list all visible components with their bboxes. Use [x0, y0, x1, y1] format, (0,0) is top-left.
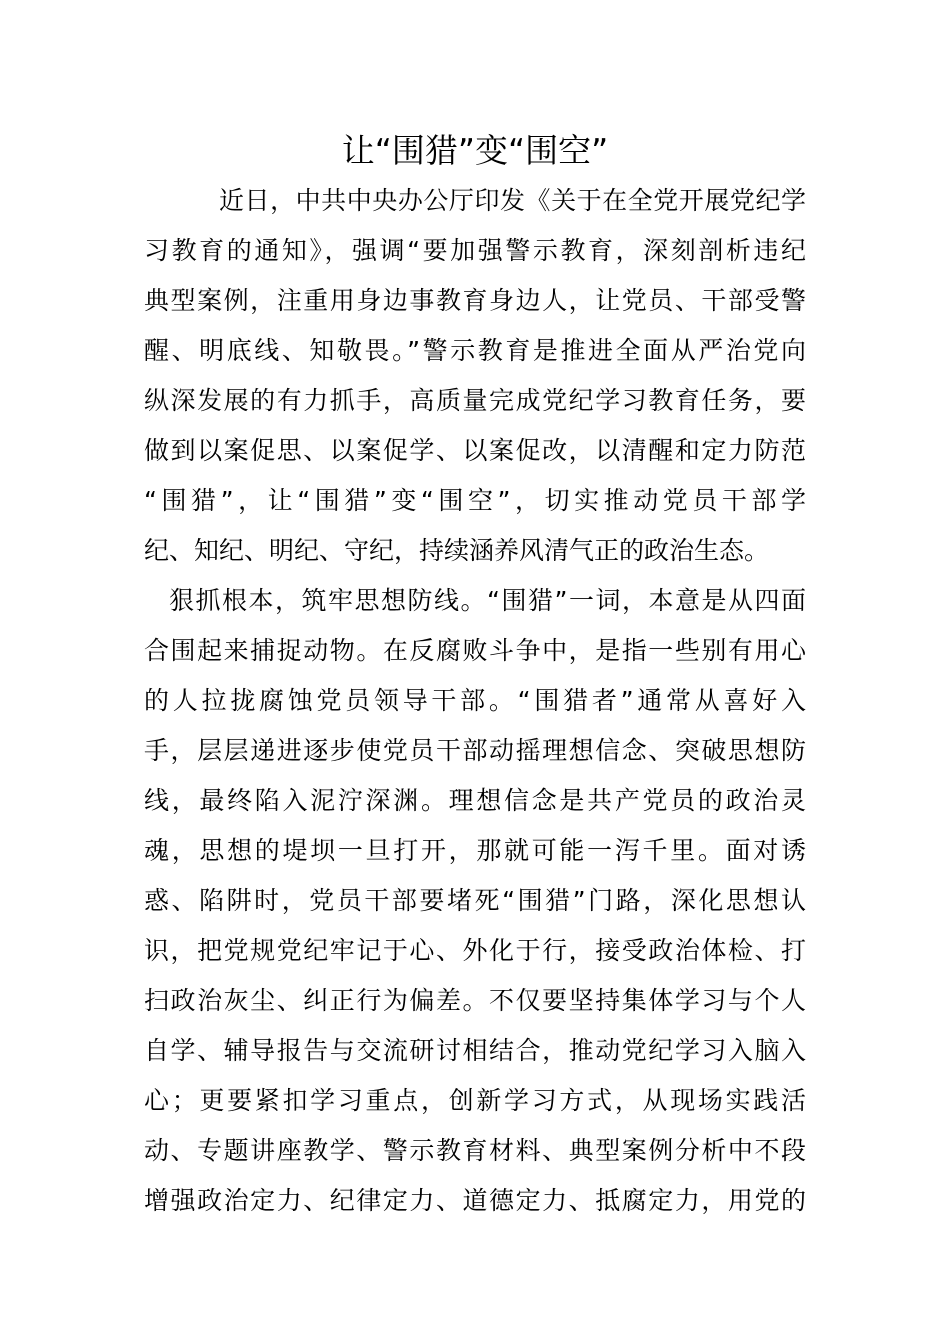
paragraph-line: 狠抓根本，筑牢思想防线。“围猎”一词，本意是从四面 — [169, 586, 806, 615]
paragraph-line: 手，层层递进逐步使党员干部动摇理想信念、突破思想防 — [144, 736, 806, 765]
paragraph-line: 合围起来捕捉动物。在反腐败斗争中，是指一些别有用心 — [144, 636, 806, 665]
paragraph-line: 线，最终陷入泥泞深渊。理想信念是共产党员的政治灵 — [144, 786, 806, 815]
paragraph-line: 醒、明底线、知敬畏。”警示教育是推进全面从严治党向 — [144, 336, 806, 365]
paragraph-line: 习教育的通知》，强调“要加强警示教育，深刻剖析违纪 — [144, 236, 806, 265]
paragraph-line: 做到以案促思、以案促学、以案促改，以清醒和定力防范 — [144, 436, 806, 465]
paragraph-line: 自学、辅导报告与交流研讨相结合，推动党纪学习入脑入 — [144, 1036, 806, 1065]
paragraph-line: 动、专题讲座教学、警示教育材料、典型案例分析中不段 — [144, 1136, 806, 1165]
paragraph-line: 的人拉拢腐蚀党员领导干部。“围猎者”通常从喜好入 — [144, 686, 806, 715]
paragraph-line: 魂，思想的堤坝一旦打开，那就可能一泻千里。面对诱 — [144, 836, 806, 865]
paragraph-line: 纵深发展的有力抓手，高质量完成党纪学习教育任务，要 — [144, 386, 806, 415]
paragraph-line: 惑、陷阱时，党员干部要堵死“围猎”门路，深化思想认 — [144, 886, 806, 915]
paragraph-line: “围猎”，让“围猎”变“围空”，切实推动党员干部学 — [144, 486, 806, 515]
paragraph-line: 心；更要紧扣学习重点，创新学习方式，从现场实践活 — [144, 1086, 806, 1115]
paragraph-line: 增强政治定力、纪律定力、道德定力、抵腐定力，用党的 — [144, 1186, 806, 1215]
paragraph-line: 典型案例，注重用身边事教育身边人，让党员、干部受警 — [144, 286, 806, 315]
paragraph-line: 识，把党规党纪牢记于心、外化于行，接受政治体检、打 — [144, 936, 806, 965]
paragraph-line: 纪、知纪、明纪、守纪，持续涵养风清气正的政治生态。 — [144, 536, 770, 565]
document-title: 让“围猎”变“围空” — [341, 131, 609, 170]
paragraph-line: 近日，中共中央办公厅印发《关于在全党开展党纪学 — [219, 186, 806, 215]
paragraph-line: 扫政治灰尘、纠正行为偏差。不仅要坚持集体学习与个人 — [144, 986, 806, 1015]
